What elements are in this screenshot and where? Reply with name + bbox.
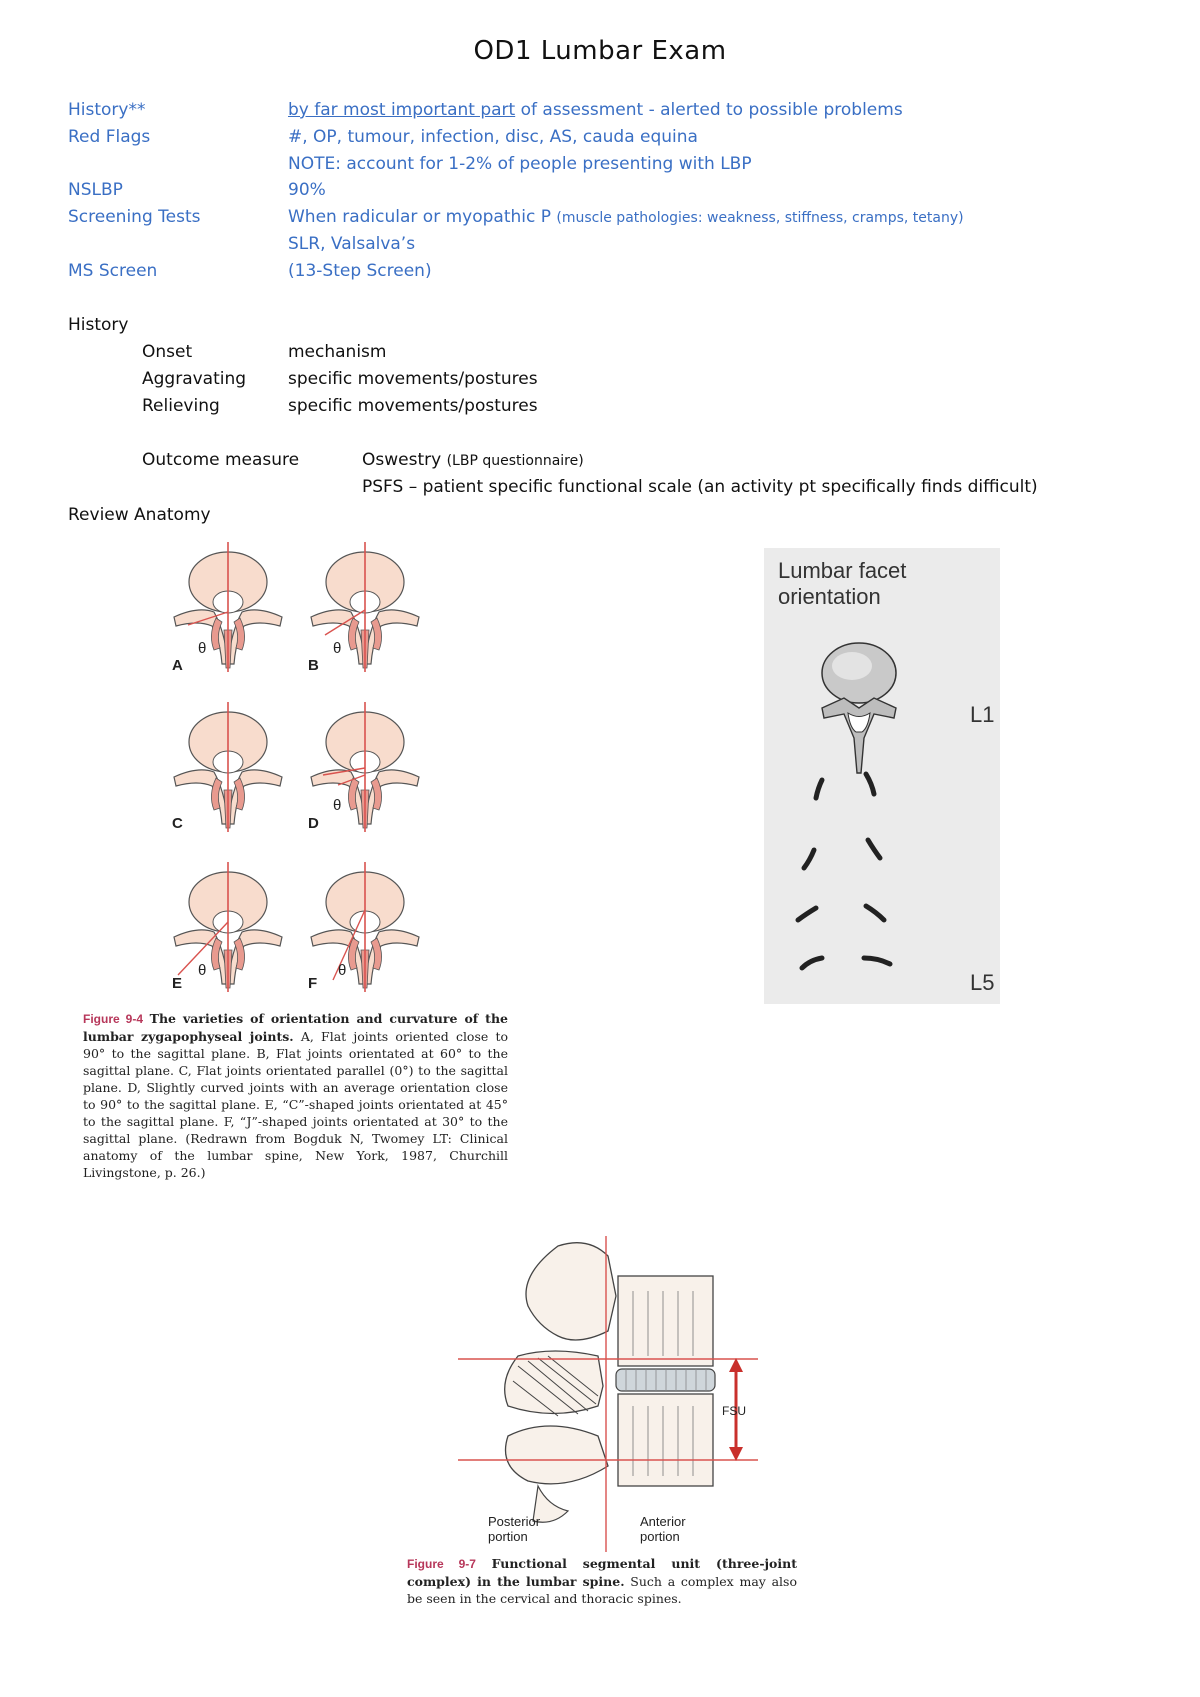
history-label-aggravating: Aggravating (142, 369, 247, 389)
panel-letter-a: A (172, 657, 183, 674)
history-value-onset: mechanism (288, 342, 387, 362)
page-title: OD1 Lumbar Exam (473, 36, 727, 66)
lumbar-facet-figure (764, 548, 1000, 1004)
panel-letter-e: E (172, 975, 183, 992)
history-label-onset: Onset (142, 342, 193, 362)
history-value-relieving: specific movements/postures (288, 396, 538, 416)
figure-9-4-caption-bold: The varieties of orientation and curvature of the lumbar zygapophyseal joints. (83, 1011, 508, 1044)
review-anatomy-heading: Review Anatomy (68, 505, 211, 525)
figure-9-7-label: Figure 9-7 (407, 1557, 476, 1571)
figure-9-4-caption-text: A, Flat joints oriented close to 90° to the sagittal plane. B, Flat joints orientated at 60° to the sagittal plane. C, Flat joints orientated parallel (0°) to the sagittal plane. D, Slightly curved joints with an average orientation close to 90° to the sagittal plane. E, “C”-shaped joints orientated at 45° to the sagittal plane. F, “J”-shaped joints orientated at 30° to the sagittal plane. (Redrawn from Bogduk N, Twomey LT: Clinical anatomy of the lumbar spine, New York, 1987, Churchill Livingstone, p. 26.) (83, 1029, 508, 1180)
anterior-label-line2: portion (640, 1529, 680, 1544)
panel-letter-b: B (308, 657, 319, 674)
facet-label-l5: L5 (970, 970, 995, 995)
posterior-label-line1: Posterior (488, 1514, 541, 1529)
figure-9-7-caption-text: Such a complex may also be seen in the cervical and thoracic spines. (407, 1574, 797, 1606)
summary-value-note: NOTE: account for 1-2% of people presenting with LBP (288, 154, 752, 174)
summary-value-ms-screen: (13-Step Screen) (288, 261, 432, 281)
summary-label-nslbp: NSLBP (68, 180, 123, 200)
figure-9-7-illustration (458, 1236, 768, 1552)
summary-value-text: of assessment - alerted to possible problems (515, 100, 903, 120)
outcome-oswestry (362, 450, 584, 470)
summary-label-screening: Screening Tests (68, 207, 201, 227)
theta-b: θ (333, 640, 342, 657)
theta-e: θ (198, 962, 207, 979)
panel-letter-d: D (308, 815, 319, 832)
figure-9-4-label: Figure 9-4 (83, 1012, 144, 1026)
summary-label-history: History** (68, 100, 146, 120)
summary-value-slr: SLR, Valsalva’s (288, 234, 416, 254)
theta-a: θ (198, 640, 207, 657)
figure-9-4-illustration (158, 540, 448, 1010)
theta-f: θ (338, 962, 347, 979)
summary-value-red-flags: #, OP, tumour, infection, disc, AS, cauda equina (288, 127, 698, 147)
summary-value-screening (288, 207, 964, 227)
screening-main-text: When radicular or myopathic P (288, 207, 557, 227)
history-label-relieving: Relieving (142, 396, 220, 416)
panel-letter-f: F (308, 975, 318, 992)
facet-title-line2: orientation (778, 584, 881, 609)
oswestry-text: Oswestry (362, 450, 447, 470)
outcome-psfs: PSFS – patient specific functional scale (an activity pt specifically finds difficult) (362, 477, 1038, 497)
figure-9-7-caption-bold: Functional segmental unit (three-joint complex) in the lumbar spine. (407, 1556, 797, 1589)
history-heading: History (68, 315, 129, 335)
panel-letter-c: C (172, 815, 183, 832)
summary-label-ms-screen: MS Screen (68, 261, 158, 281)
history-value-aggravating: specific movements/postures (288, 369, 538, 389)
anterior-label-line1: Anterior (640, 1514, 686, 1529)
summary-underlined-text: by far most important part (288, 100, 516, 120)
theta-d: θ (333, 797, 342, 814)
summary-label-red-flags: Red Flags (68, 127, 151, 147)
figure-9-7-caption (407, 1555, 797, 1607)
screening-small-text: (muscle pathologies: weakness, stiffness, cramps, tetany) (556, 210, 964, 226)
outcome-label: Outcome measure (142, 450, 300, 470)
summary-value-nslbp: 90% (288, 180, 326, 200)
oswestry-small-text: (LBP questionnaire) (446, 453, 584, 469)
facet-label-l1: L1 (970, 702, 995, 727)
summary-value-history (288, 100, 903, 120)
posterior-label-line2: portion (488, 1529, 528, 1544)
figure-9-4-caption (83, 1010, 508, 1181)
fsu-label: FSU (722, 1404, 746, 1418)
facet-title-line1: Lumbar facet (778, 558, 907, 583)
